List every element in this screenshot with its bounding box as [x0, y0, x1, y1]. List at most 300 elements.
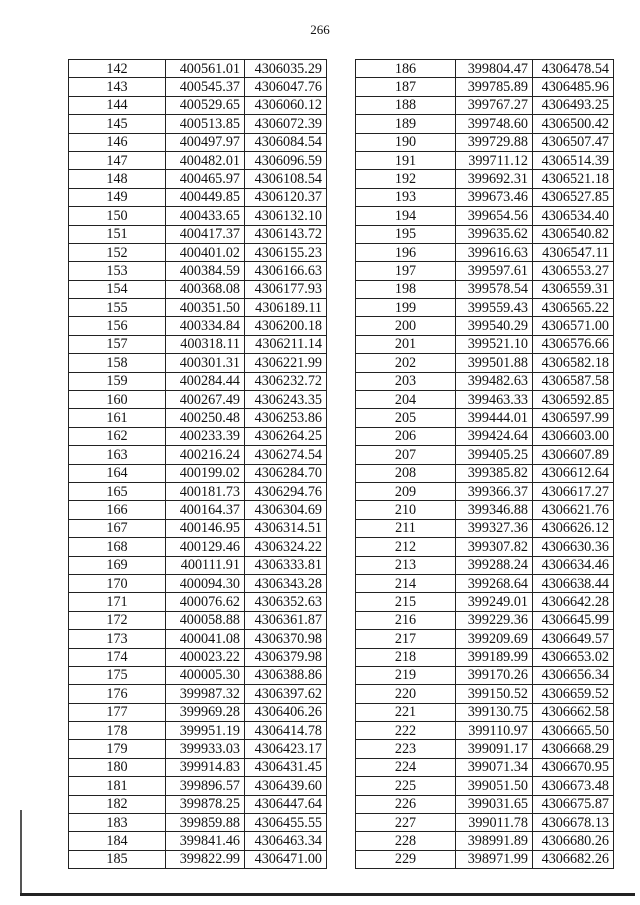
table-row [356, 317, 614, 335]
point-number-cell: 200 [356, 317, 456, 335]
table-row [356, 151, 614, 169]
y-coordinate-cell: 4306630.36 [533, 538, 614, 556]
y-coordinate-cell: 4306582.18 [533, 354, 614, 372]
y-coordinate-cell: 4306166.63 [245, 262, 327, 280]
x-coordinate-cell: 399859.88 [166, 814, 245, 832]
x-coordinate-cell: 399051.50 [456, 777, 533, 795]
y-coordinate-cell: 4306253.86 [245, 409, 327, 427]
x-coordinate-cell: 399692.31 [456, 170, 533, 188]
y-coordinate-cell: 4306571.00 [533, 317, 614, 335]
point-number-cell: 211 [356, 519, 456, 537]
y-coordinate-cell: 4306682.26 [533, 850, 614, 868]
point-number-cell: 212 [356, 538, 456, 556]
x-coordinate-cell: 400545.37 [166, 78, 245, 96]
table-row [69, 372, 327, 390]
x-coordinate-cell: 400465.97 [166, 170, 245, 188]
table-row [69, 538, 327, 556]
table-row [356, 519, 614, 537]
table-row [356, 96, 614, 114]
x-coordinate-cell: 399444.01 [456, 409, 533, 427]
point-number-cell: 186 [356, 60, 456, 78]
y-coordinate-cell: 4306084.54 [245, 133, 327, 151]
x-coordinate-cell: 400384.59 [166, 262, 245, 280]
y-coordinate-cell: 4306576.66 [533, 335, 614, 353]
y-coordinate-cell: 4306447.64 [245, 795, 327, 813]
point-number-cell: 193 [356, 188, 456, 206]
point-number-cell: 207 [356, 446, 456, 464]
table-row [69, 243, 327, 261]
point-number-cell: 166 [69, 501, 166, 519]
y-coordinate-cell: 4306621.76 [533, 501, 614, 519]
y-coordinate-cell: 4306507.47 [533, 133, 614, 151]
x-coordinate-cell: 398971.99 [456, 850, 533, 868]
table-row [69, 188, 327, 206]
point-number-cell: 170 [69, 574, 166, 592]
y-coordinate-cell: 4306534.40 [533, 207, 614, 225]
y-coordinate-cell: 4306177.93 [245, 280, 327, 298]
y-coordinate-cell: 4306361.87 [245, 611, 327, 629]
x-coordinate-cell: 399540.29 [456, 317, 533, 335]
table-row [356, 648, 614, 666]
y-coordinate-cell: 4306414.78 [245, 722, 327, 740]
table-row [69, 685, 327, 703]
y-coordinate-cell: 4306649.57 [533, 630, 614, 648]
table-row [69, 832, 327, 850]
y-coordinate-cell: 4306493.25 [533, 96, 614, 114]
point-number-cell: 182 [69, 795, 166, 813]
page-number: 266 [310, 22, 330, 37]
table-row [69, 391, 327, 409]
point-number-cell: 179 [69, 740, 166, 758]
y-coordinate-cell: 4306597.99 [533, 409, 614, 427]
table-row [69, 777, 327, 795]
point-number-cell: 187 [356, 78, 456, 96]
y-coordinate-cell: 4306047.76 [245, 78, 327, 96]
table-row [69, 151, 327, 169]
table-row [69, 170, 327, 188]
table-row [356, 262, 614, 280]
y-coordinate-cell: 4306565.22 [533, 299, 614, 317]
table-row [69, 666, 327, 684]
point-number-cell: 162 [69, 427, 166, 445]
y-coordinate-cell: 4306668.29 [533, 740, 614, 758]
x-coordinate-cell: 400529.65 [166, 96, 245, 114]
x-coordinate-cell: 399597.61 [456, 262, 533, 280]
point-number-cell: 218 [356, 648, 456, 666]
point-number-cell: 169 [69, 556, 166, 574]
y-coordinate-cell: 4306559.31 [533, 280, 614, 298]
table-row [69, 611, 327, 629]
x-coordinate-cell: 399711.12 [456, 151, 533, 169]
x-coordinate-cell: 400129.46 [166, 538, 245, 556]
table-row [356, 280, 614, 298]
point-number-cell: 225 [356, 777, 456, 795]
coordinates-table-right [355, 59, 614, 869]
point-number-cell: 151 [69, 225, 166, 243]
x-coordinate-cell: 400368.08 [166, 280, 245, 298]
table-row [69, 96, 327, 114]
point-number-cell: 201 [356, 335, 456, 353]
point-number-cell: 221 [356, 703, 456, 721]
x-coordinate-cell: 400417.37 [166, 225, 245, 243]
table-row [356, 538, 614, 556]
point-number-cell: 154 [69, 280, 166, 298]
scan-edge-line [20, 810, 22, 895]
point-number-cell: 152 [69, 243, 166, 261]
point-number-cell: 229 [356, 850, 456, 868]
y-coordinate-cell: 4306431.45 [245, 758, 327, 776]
y-coordinate-cell: 4306143.72 [245, 225, 327, 243]
table-row [356, 593, 614, 611]
x-coordinate-cell: 399673.46 [456, 188, 533, 206]
y-coordinate-cell: 4306108.54 [245, 170, 327, 188]
x-coordinate-cell: 399110.97 [456, 722, 533, 740]
x-coordinate-cell: 399346.88 [456, 501, 533, 519]
y-coordinate-cell: 4306626.12 [533, 519, 614, 537]
y-coordinate-cell: 4306324.22 [245, 538, 327, 556]
y-coordinate-cell: 4306653.02 [533, 648, 614, 666]
x-coordinate-cell: 399482.63 [456, 372, 533, 390]
x-coordinate-cell: 400482.01 [166, 151, 245, 169]
table-row [69, 795, 327, 813]
y-coordinate-cell: 4306132.10 [245, 207, 327, 225]
table-row [69, 740, 327, 758]
x-coordinate-cell: 400146.95 [166, 519, 245, 537]
point-number-cell: 175 [69, 666, 166, 684]
point-number-cell: 219 [356, 666, 456, 684]
x-coordinate-cell: 399130.75 [456, 703, 533, 721]
point-number-cell: 191 [356, 151, 456, 169]
x-coordinate-cell: 399405.25 [456, 446, 533, 464]
y-coordinate-cell: 4306642.28 [533, 593, 614, 611]
y-coordinate-cell: 4306553.27 [533, 262, 614, 280]
table-row [356, 685, 614, 703]
x-coordinate-cell: 399914.83 [166, 758, 245, 776]
y-coordinate-cell: 4306680.26 [533, 832, 614, 850]
x-coordinate-cell: 400233.39 [166, 427, 245, 445]
table-row [69, 722, 327, 740]
point-number-cell: 224 [356, 758, 456, 776]
table-row [69, 317, 327, 335]
y-coordinate-cell: 4306264.25 [245, 427, 327, 445]
x-coordinate-cell: 399229.36 [456, 611, 533, 629]
x-coordinate-cell: 399011.78 [456, 814, 533, 832]
point-number-cell: 144 [69, 96, 166, 114]
x-coordinate-cell: 399307.82 [456, 538, 533, 556]
point-number-cell: 192 [356, 170, 456, 188]
y-coordinate-cell: 4306645.99 [533, 611, 614, 629]
table-row [69, 427, 327, 445]
x-coordinate-cell: 399366.37 [456, 482, 533, 500]
point-number-cell: 205 [356, 409, 456, 427]
x-coordinate-cell: 400267.49 [166, 391, 245, 409]
point-number-cell: 160 [69, 391, 166, 409]
point-number-cell: 214 [356, 574, 456, 592]
point-number-cell: 190 [356, 133, 456, 151]
table-row [356, 777, 614, 795]
y-coordinate-cell: 4306612.64 [533, 464, 614, 482]
y-coordinate-cell: 4306656.34 [533, 666, 614, 684]
x-coordinate-cell: 399878.25 [166, 795, 245, 813]
point-number-cell: 197 [356, 262, 456, 280]
table-row [69, 464, 327, 482]
x-coordinate-cell: 399268.64 [456, 574, 533, 592]
x-coordinate-cell: 400351.50 [166, 299, 245, 317]
point-number-cell: 223 [356, 740, 456, 758]
x-coordinate-cell: 399987.32 [166, 685, 245, 703]
x-coordinate-cell: 399822.99 [166, 850, 245, 868]
point-number-cell: 210 [356, 501, 456, 519]
table-row [356, 611, 614, 629]
y-coordinate-cell: 4306607.89 [533, 446, 614, 464]
table-body [356, 60, 614, 869]
y-coordinate-cell: 4306662.58 [533, 703, 614, 721]
table-row [69, 630, 327, 648]
table-row [69, 225, 327, 243]
table-row [69, 409, 327, 427]
table-row [356, 758, 614, 776]
y-coordinate-cell: 4306603.00 [533, 427, 614, 445]
point-number-cell: 228 [356, 832, 456, 850]
point-number-cell: 155 [69, 299, 166, 317]
y-coordinate-cell: 4306035.29 [245, 60, 327, 78]
y-coordinate-cell: 4306060.12 [245, 96, 327, 114]
y-coordinate-cell: 4306314.51 [245, 519, 327, 537]
x-coordinate-cell: 399635.62 [456, 225, 533, 243]
x-coordinate-cell: 399748.60 [456, 115, 533, 133]
x-coordinate-cell: 399501.88 [456, 354, 533, 372]
table-row [69, 133, 327, 151]
x-coordinate-cell: 399031.65 [456, 795, 533, 813]
x-coordinate-cell: 399150.52 [456, 685, 533, 703]
point-number-cell: 202 [356, 354, 456, 372]
table-row [356, 464, 614, 482]
point-number-cell: 206 [356, 427, 456, 445]
x-coordinate-cell: 399463.33 [456, 391, 533, 409]
point-number-cell: 147 [69, 151, 166, 169]
x-coordinate-cell: 399616.63 [456, 243, 533, 261]
table-row [356, 574, 614, 592]
y-coordinate-cell: 4306673.48 [533, 777, 614, 795]
y-coordinate-cell: 4306527.85 [533, 188, 614, 206]
point-number-cell: 222 [356, 722, 456, 740]
point-number-cell: 167 [69, 519, 166, 537]
point-number-cell: 171 [69, 593, 166, 611]
coordinates-table-left [68, 59, 327, 869]
point-number-cell: 227 [356, 814, 456, 832]
table-row [69, 354, 327, 372]
bottom-rule [20, 893, 635, 896]
table-row [69, 850, 327, 868]
y-coordinate-cell: 4306388.86 [245, 666, 327, 684]
x-coordinate-cell: 400334.84 [166, 317, 245, 335]
x-coordinate-cell: 398991.89 [456, 832, 533, 850]
point-number-cell: 208 [356, 464, 456, 482]
x-coordinate-cell: 399654.56 [456, 207, 533, 225]
point-number-cell: 149 [69, 188, 166, 206]
x-coordinate-cell: 399385.82 [456, 464, 533, 482]
y-coordinate-cell: 4306284.70 [245, 464, 327, 482]
table-row [69, 299, 327, 317]
point-number-cell: 158 [69, 354, 166, 372]
table-row [69, 501, 327, 519]
point-number-cell: 180 [69, 758, 166, 776]
point-number-cell: 172 [69, 611, 166, 629]
y-coordinate-cell: 4306274.54 [245, 446, 327, 464]
y-coordinate-cell: 4306304.69 [245, 501, 327, 519]
y-coordinate-cell: 4306665.50 [533, 722, 614, 740]
point-number-cell: 146 [69, 133, 166, 151]
table-row [356, 170, 614, 188]
point-number-cell: 157 [69, 335, 166, 353]
x-coordinate-cell: 400497.97 [166, 133, 245, 151]
x-coordinate-cell: 399729.88 [456, 133, 533, 151]
table-row [356, 207, 614, 225]
x-coordinate-cell: 399189.99 [456, 648, 533, 666]
x-coordinate-cell: 399969.28 [166, 703, 245, 721]
point-number-cell: 213 [356, 556, 456, 574]
point-number-cell: 143 [69, 78, 166, 96]
table-row [356, 832, 614, 850]
x-coordinate-cell: 399288.24 [456, 556, 533, 574]
table-row [356, 133, 614, 151]
point-number-cell: 189 [356, 115, 456, 133]
point-number-cell: 177 [69, 703, 166, 721]
table-row [356, 335, 614, 353]
table-row [356, 372, 614, 390]
point-number-cell: 145 [69, 115, 166, 133]
y-coordinate-cell: 4306463.34 [245, 832, 327, 850]
point-number-cell: 150 [69, 207, 166, 225]
y-coordinate-cell: 4306587.58 [533, 372, 614, 390]
y-coordinate-cell: 4306397.62 [245, 685, 327, 703]
point-number-cell: 181 [69, 777, 166, 795]
x-coordinate-cell: 400216.24 [166, 446, 245, 464]
x-coordinate-cell: 400023.22 [166, 648, 245, 666]
y-coordinate-cell: 4306485.96 [533, 78, 614, 96]
table-row [356, 78, 614, 96]
point-number-cell: 159 [69, 372, 166, 390]
table-row [356, 60, 614, 78]
y-coordinate-cell: 4306540.82 [533, 225, 614, 243]
point-number-cell: 194 [356, 207, 456, 225]
point-number-cell: 173 [69, 630, 166, 648]
x-coordinate-cell: 399896.57 [166, 777, 245, 795]
x-coordinate-cell: 399933.03 [166, 740, 245, 758]
point-number-cell: 148 [69, 170, 166, 188]
point-number-cell: 226 [356, 795, 456, 813]
point-number-cell: 216 [356, 611, 456, 629]
table-row [356, 225, 614, 243]
table-row [356, 188, 614, 206]
y-coordinate-cell: 4306333.81 [245, 556, 327, 574]
x-coordinate-cell: 400449.85 [166, 188, 245, 206]
table-row [69, 335, 327, 353]
table-row [69, 60, 327, 78]
point-number-cell: 215 [356, 593, 456, 611]
x-coordinate-cell: 400301.31 [166, 354, 245, 372]
point-number-cell: 142 [69, 60, 166, 78]
y-coordinate-cell: 4306439.60 [245, 777, 327, 795]
x-coordinate-cell: 399170.26 [456, 666, 533, 684]
x-coordinate-cell: 400318.11 [166, 335, 245, 353]
table-row [69, 207, 327, 225]
x-coordinate-cell: 400250.48 [166, 409, 245, 427]
table-row [69, 78, 327, 96]
y-coordinate-cell: 4306243.35 [245, 391, 327, 409]
x-coordinate-cell: 399785.89 [456, 78, 533, 96]
table-row [69, 115, 327, 133]
y-coordinate-cell: 4306120.37 [245, 188, 327, 206]
y-coordinate-cell: 4306232.72 [245, 372, 327, 390]
x-coordinate-cell: 400058.88 [166, 611, 245, 629]
point-number-cell: 185 [69, 850, 166, 868]
x-coordinate-cell: 399209.69 [456, 630, 533, 648]
table-row [69, 574, 327, 592]
table-row [356, 703, 614, 721]
point-number-cell: 217 [356, 630, 456, 648]
y-coordinate-cell: 4306221.99 [245, 354, 327, 372]
point-number-cell: 188 [356, 96, 456, 114]
point-number-cell: 163 [69, 446, 166, 464]
y-coordinate-cell: 4306455.55 [245, 814, 327, 832]
y-coordinate-cell: 4306471.00 [245, 850, 327, 868]
point-number-cell: 203 [356, 372, 456, 390]
table-row [356, 243, 614, 261]
table-row [356, 722, 614, 740]
point-number-cell: 161 [69, 409, 166, 427]
table-row [69, 703, 327, 721]
table-row [356, 427, 614, 445]
table-row [356, 482, 614, 500]
x-coordinate-cell: 399804.47 [456, 60, 533, 78]
table-row [69, 593, 327, 611]
point-number-cell: 178 [69, 722, 166, 740]
x-coordinate-cell: 399767.27 [456, 96, 533, 114]
x-coordinate-cell: 399578.54 [456, 280, 533, 298]
y-coordinate-cell: 4306211.14 [245, 335, 327, 353]
point-number-cell: 176 [69, 685, 166, 703]
table-row [356, 795, 614, 813]
y-coordinate-cell: 4306675.87 [533, 795, 614, 813]
x-coordinate-cell: 400181.73 [166, 482, 245, 500]
point-number-cell: 183 [69, 814, 166, 832]
y-coordinate-cell: 4306634.46 [533, 556, 614, 574]
y-coordinate-cell: 4306514.39 [533, 151, 614, 169]
x-coordinate-cell: 399071.34 [456, 758, 533, 776]
x-coordinate-cell: 400401.02 [166, 243, 245, 261]
table-row [356, 740, 614, 758]
y-coordinate-cell: 4306478.54 [533, 60, 614, 78]
y-coordinate-cell: 4306617.27 [533, 482, 614, 500]
x-coordinate-cell: 400076.62 [166, 593, 245, 611]
table-row [356, 850, 614, 868]
table-row [69, 446, 327, 464]
table-row [69, 280, 327, 298]
x-coordinate-cell: 400561.01 [166, 60, 245, 78]
table-row [69, 814, 327, 832]
x-coordinate-cell: 399424.64 [456, 427, 533, 445]
table-row [69, 556, 327, 574]
point-number-cell: 164 [69, 464, 166, 482]
table-row [356, 814, 614, 832]
point-number-cell: 195 [356, 225, 456, 243]
y-coordinate-cell: 4306343.28 [245, 574, 327, 592]
point-number-cell: 165 [69, 482, 166, 500]
point-number-cell: 196 [356, 243, 456, 261]
point-number-cell: 184 [69, 832, 166, 850]
x-coordinate-cell: 400111.91 [166, 556, 245, 574]
